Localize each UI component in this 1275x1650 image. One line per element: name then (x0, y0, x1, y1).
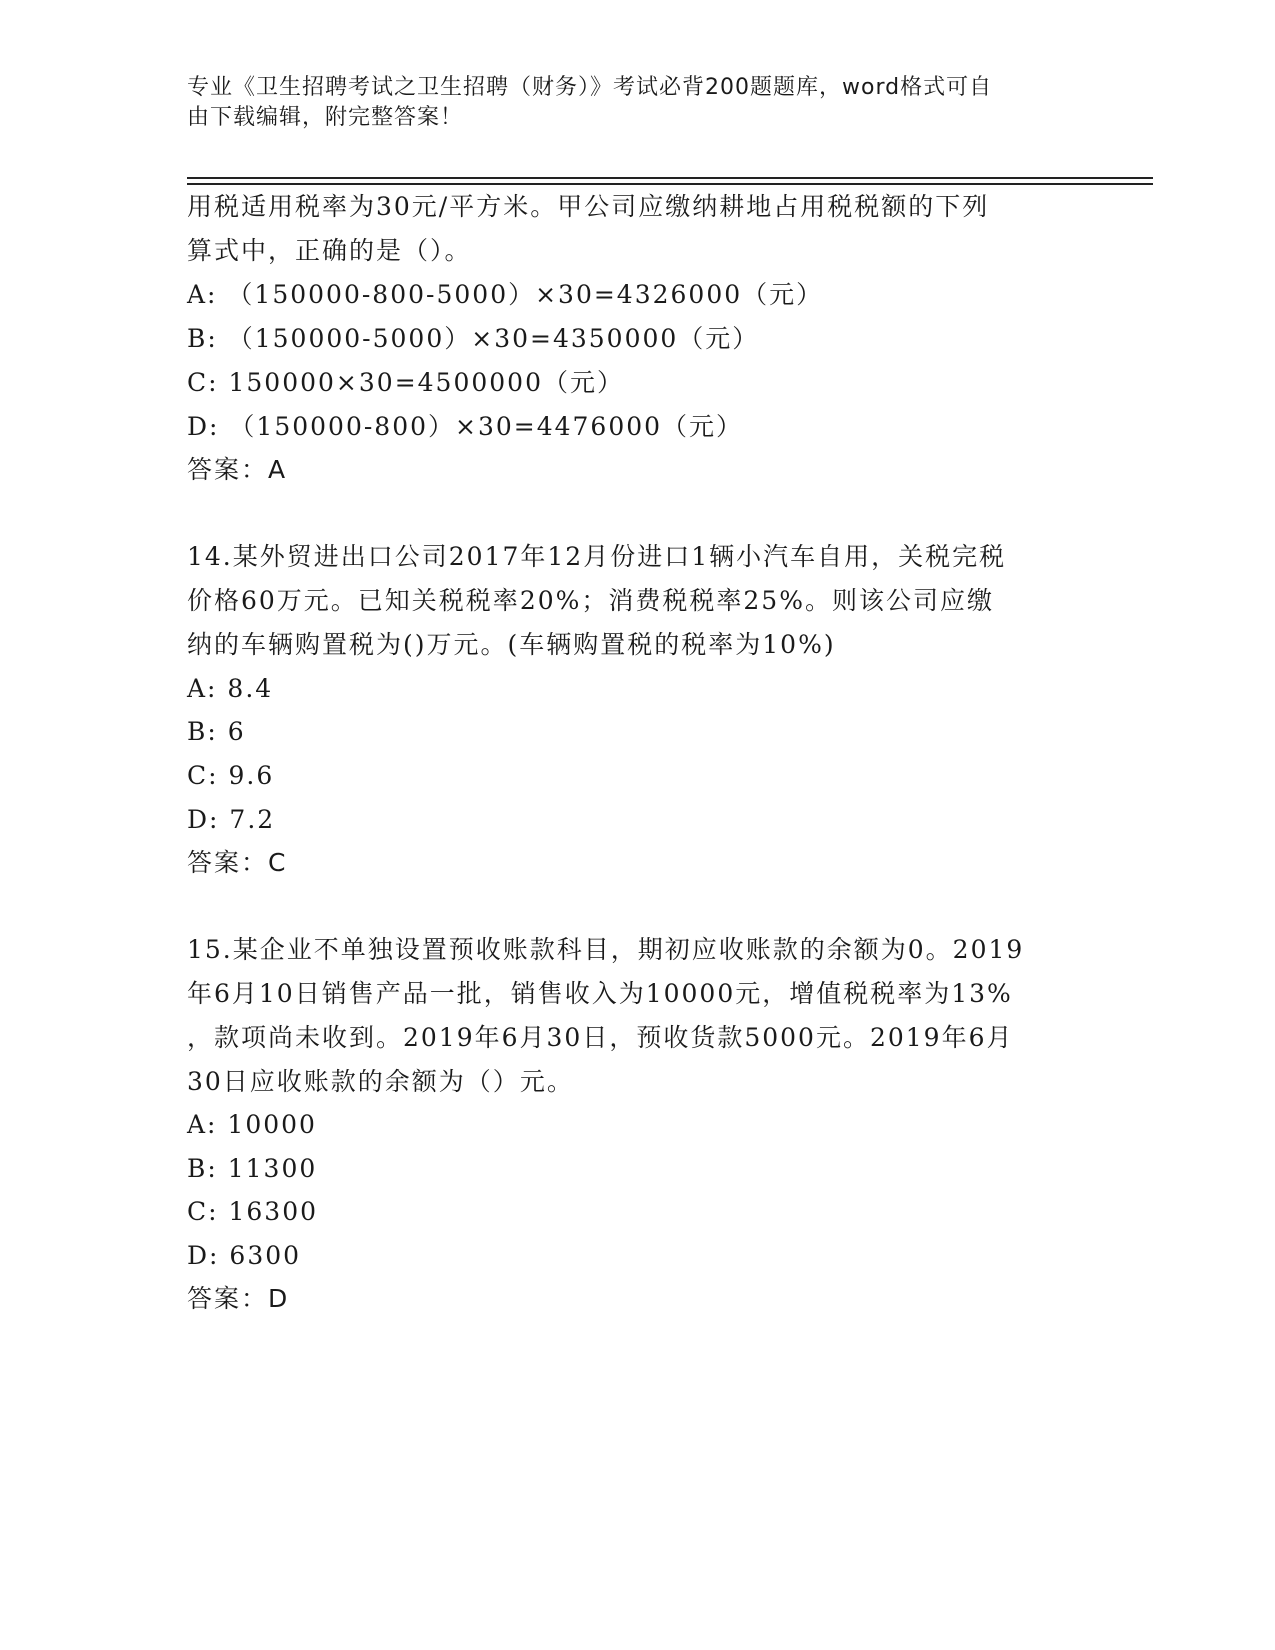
q15-stem-line-1: 15.某企业不单独设置预收账款科目，期初应收账款的余额为0。2019 (187, 935, 1025, 964)
header-line-2: 由下载编辑，附完整答案！ (187, 105, 464, 130)
q14-option-c: C: 9.6 (187, 761, 275, 790)
q13-stem-line-1: 用税适用税率为30元/平方米。甲公司应缴纳耕地占用税税额的下列 (187, 192, 990, 221)
q13-option-c: C: 150000×30=4500000（元） (187, 368, 624, 397)
q13-option-d: D: （150000-800）×30=4476000（元） (187, 412, 744, 441)
header-divider-bottom (187, 183, 1153, 185)
q15-option-b: B: 11300 (187, 1154, 318, 1183)
q13-option-b: B: （150000-5000）×30=4350000（元） (187, 324, 760, 353)
q13-stem-line-2: 算式中，正确的是（）。 (187, 236, 472, 265)
q13-option-a: A: （150000-800-5000）×30=4326000（元） (187, 280, 824, 309)
document-header (187, 73, 1067, 133)
q14-option-a: A: 8.4 (187, 674, 274, 703)
q15-stem-line-2: 年6月10日销售产品一批，销售收入为10000元，增值税税率为13% (187, 979, 1013, 1008)
q15-option-a: A: 10000 (187, 1110, 317, 1139)
q14-stem-line-2: 价格60万元。已知关税税率20%；消费税税率25%。则该公司应缴 (187, 586, 994, 615)
q14-stem-line-3: 纳的车辆购置税为()万元。(车辆购置税的税率为10%) (187, 630, 836, 659)
header-divider-top (187, 177, 1153, 179)
q14-option-d: D: 7.2 (187, 805, 276, 834)
q15-stem-line-4: 30日应收账款的余额为（）元。 (187, 1067, 574, 1096)
q15-option-c: C: 16300 (187, 1197, 319, 1226)
q14-stem-line-1: 14.某外贸进出口公司2017年12月份进口1辆小汽车自用，关税完税 (187, 542, 1007, 571)
q15-option-d: D: 6300 (187, 1241, 302, 1270)
q15-stem-line-3: ，款项尚未收到。2019年6月30日，预收货款5000元。2019年6月 (187, 1023, 1014, 1052)
q14-option-b: B: 6 (187, 717, 246, 746)
q13-answer: 答案：A (187, 455, 288, 484)
q15-answer: 答案：D (187, 1284, 290, 1313)
q14-answer: 答案：C (187, 848, 288, 877)
header-line-1: 专业《卫生招聘考试之卫生招聘（财务）》考试必背200题题库，word格式可自 (187, 75, 993, 100)
